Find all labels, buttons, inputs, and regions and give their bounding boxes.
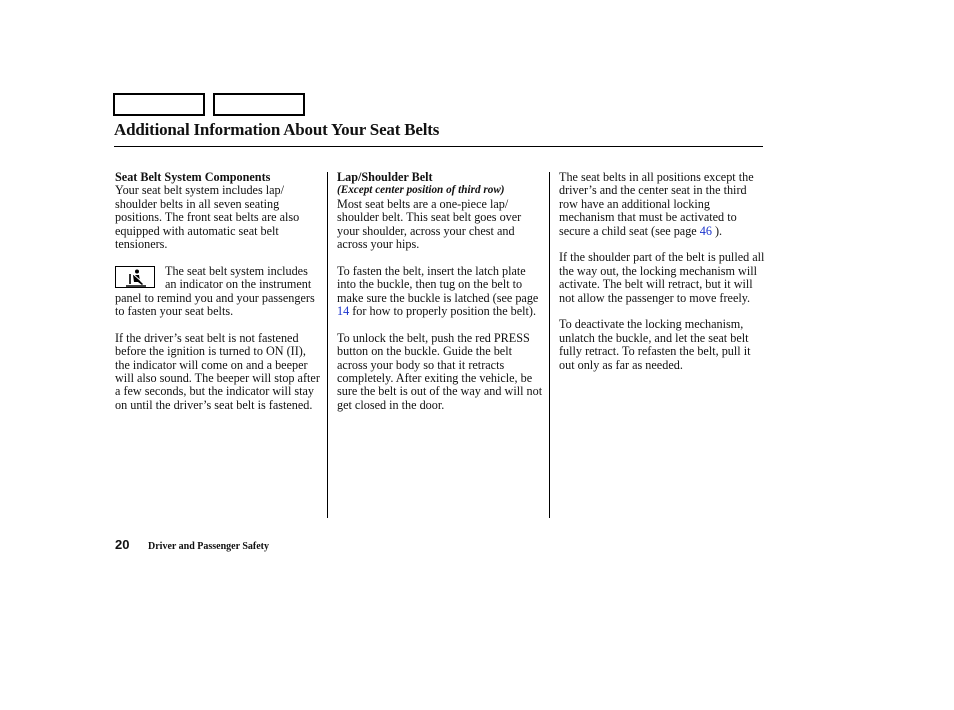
- components-paragraph: Your seat belt system includes lap/ shoulder belts in all seven seating positions. The front seat belts are also equipped with automatic seat belt tensioners.: [115, 183, 300, 252]
- lap-shoulder-paragraph: Most seat belts are a one-piece lap/ shoulder belt. This seat belt goes over your shoulder, across your chest and across your hips.: [337, 196, 522, 252]
- section-subheading: (Except center position of third row): [337, 184, 505, 197]
- section-footer-label: Driver and Passenger Safety: [148, 541, 270, 552]
- title-rule: [114, 146, 763, 147]
- unlock-paragraph: To unlock the belt, push the red PRESS button on the buckle. Guide the belt across your body so that it retracts completely. After exiting the vehicle, be sure the belt is out of the way and will not get closed in the door.: [337, 330, 543, 412]
- section-heading-lap-shoulder: Lap/Shoulder Belt: [337, 170, 433, 184]
- nav-button-previous[interactable]: [113, 93, 205, 116]
- fasten-text-after: for how to properly position the belt).: [349, 304, 537, 319]
- deactivate-paragraph: To deactivate the locking mechanism, unlatch the buckle, and let the seat belt fully retract. To refasten the belt, pull it out only as far as needed.: [559, 317, 751, 372]
- column-divider-1: [327, 172, 328, 518]
- page-link-46[interactable]: 46: [699, 223, 712, 238]
- seat-belt-reminder-icon: [115, 266, 155, 288]
- column-1: [115, 171, 321, 426]
- nav-button-next[interactable]: [213, 93, 305, 116]
- locking-text-after: ).: [711, 223, 723, 238]
- column-3: [559, 171, 765, 385]
- indicator-paragraph: The seat belt system includes an indicator on the instrument panel to remind you and your passengers to fasten your seat belts.: [115, 263, 315, 319]
- locking-text-before: The seat belts in all positions except the driver’s and the center seat in the third row have an additional locking mechanism that must be activated to secure a child seat (see page: [559, 170, 754, 238]
- fasten-paragraph: [337, 265, 543, 319]
- fasten-text-before: To fasten the belt, insert the latch plate into the buckle, then tug on the belt to make sure the buckle is latched (see page: [337, 263, 539, 305]
- column-2: [337, 171, 543, 426]
- page-title: Additional Information About Your Seat Belts: [114, 120, 440, 139]
- driver-belt-paragraph: If the driver’s seat belt is not fastened before the ignition is turned to ON (II), the indicator will come on and a beeper will also sound. The beeper will stop after a few seconds, but the indicator will stay on until the driver’s seat belt is fastened.: [115, 330, 320, 412]
- page-number: 20: [115, 537, 130, 552]
- shoulder-pulled-paragraph: If the shoulder part of the belt is pulled all the way out, the locking mechanism will activate. The belt will retract, but it will not allow the passenger to move freely.: [559, 250, 765, 305]
- page-link-14[interactable]: 14: [337, 304, 350, 319]
- locking-mechanism-paragraph: [559, 171, 765, 238]
- indicator-block: [115, 265, 321, 319]
- column-divider-2: [549, 172, 550, 518]
- section-heading-components: Seat Belt System Components: [115, 170, 271, 184]
